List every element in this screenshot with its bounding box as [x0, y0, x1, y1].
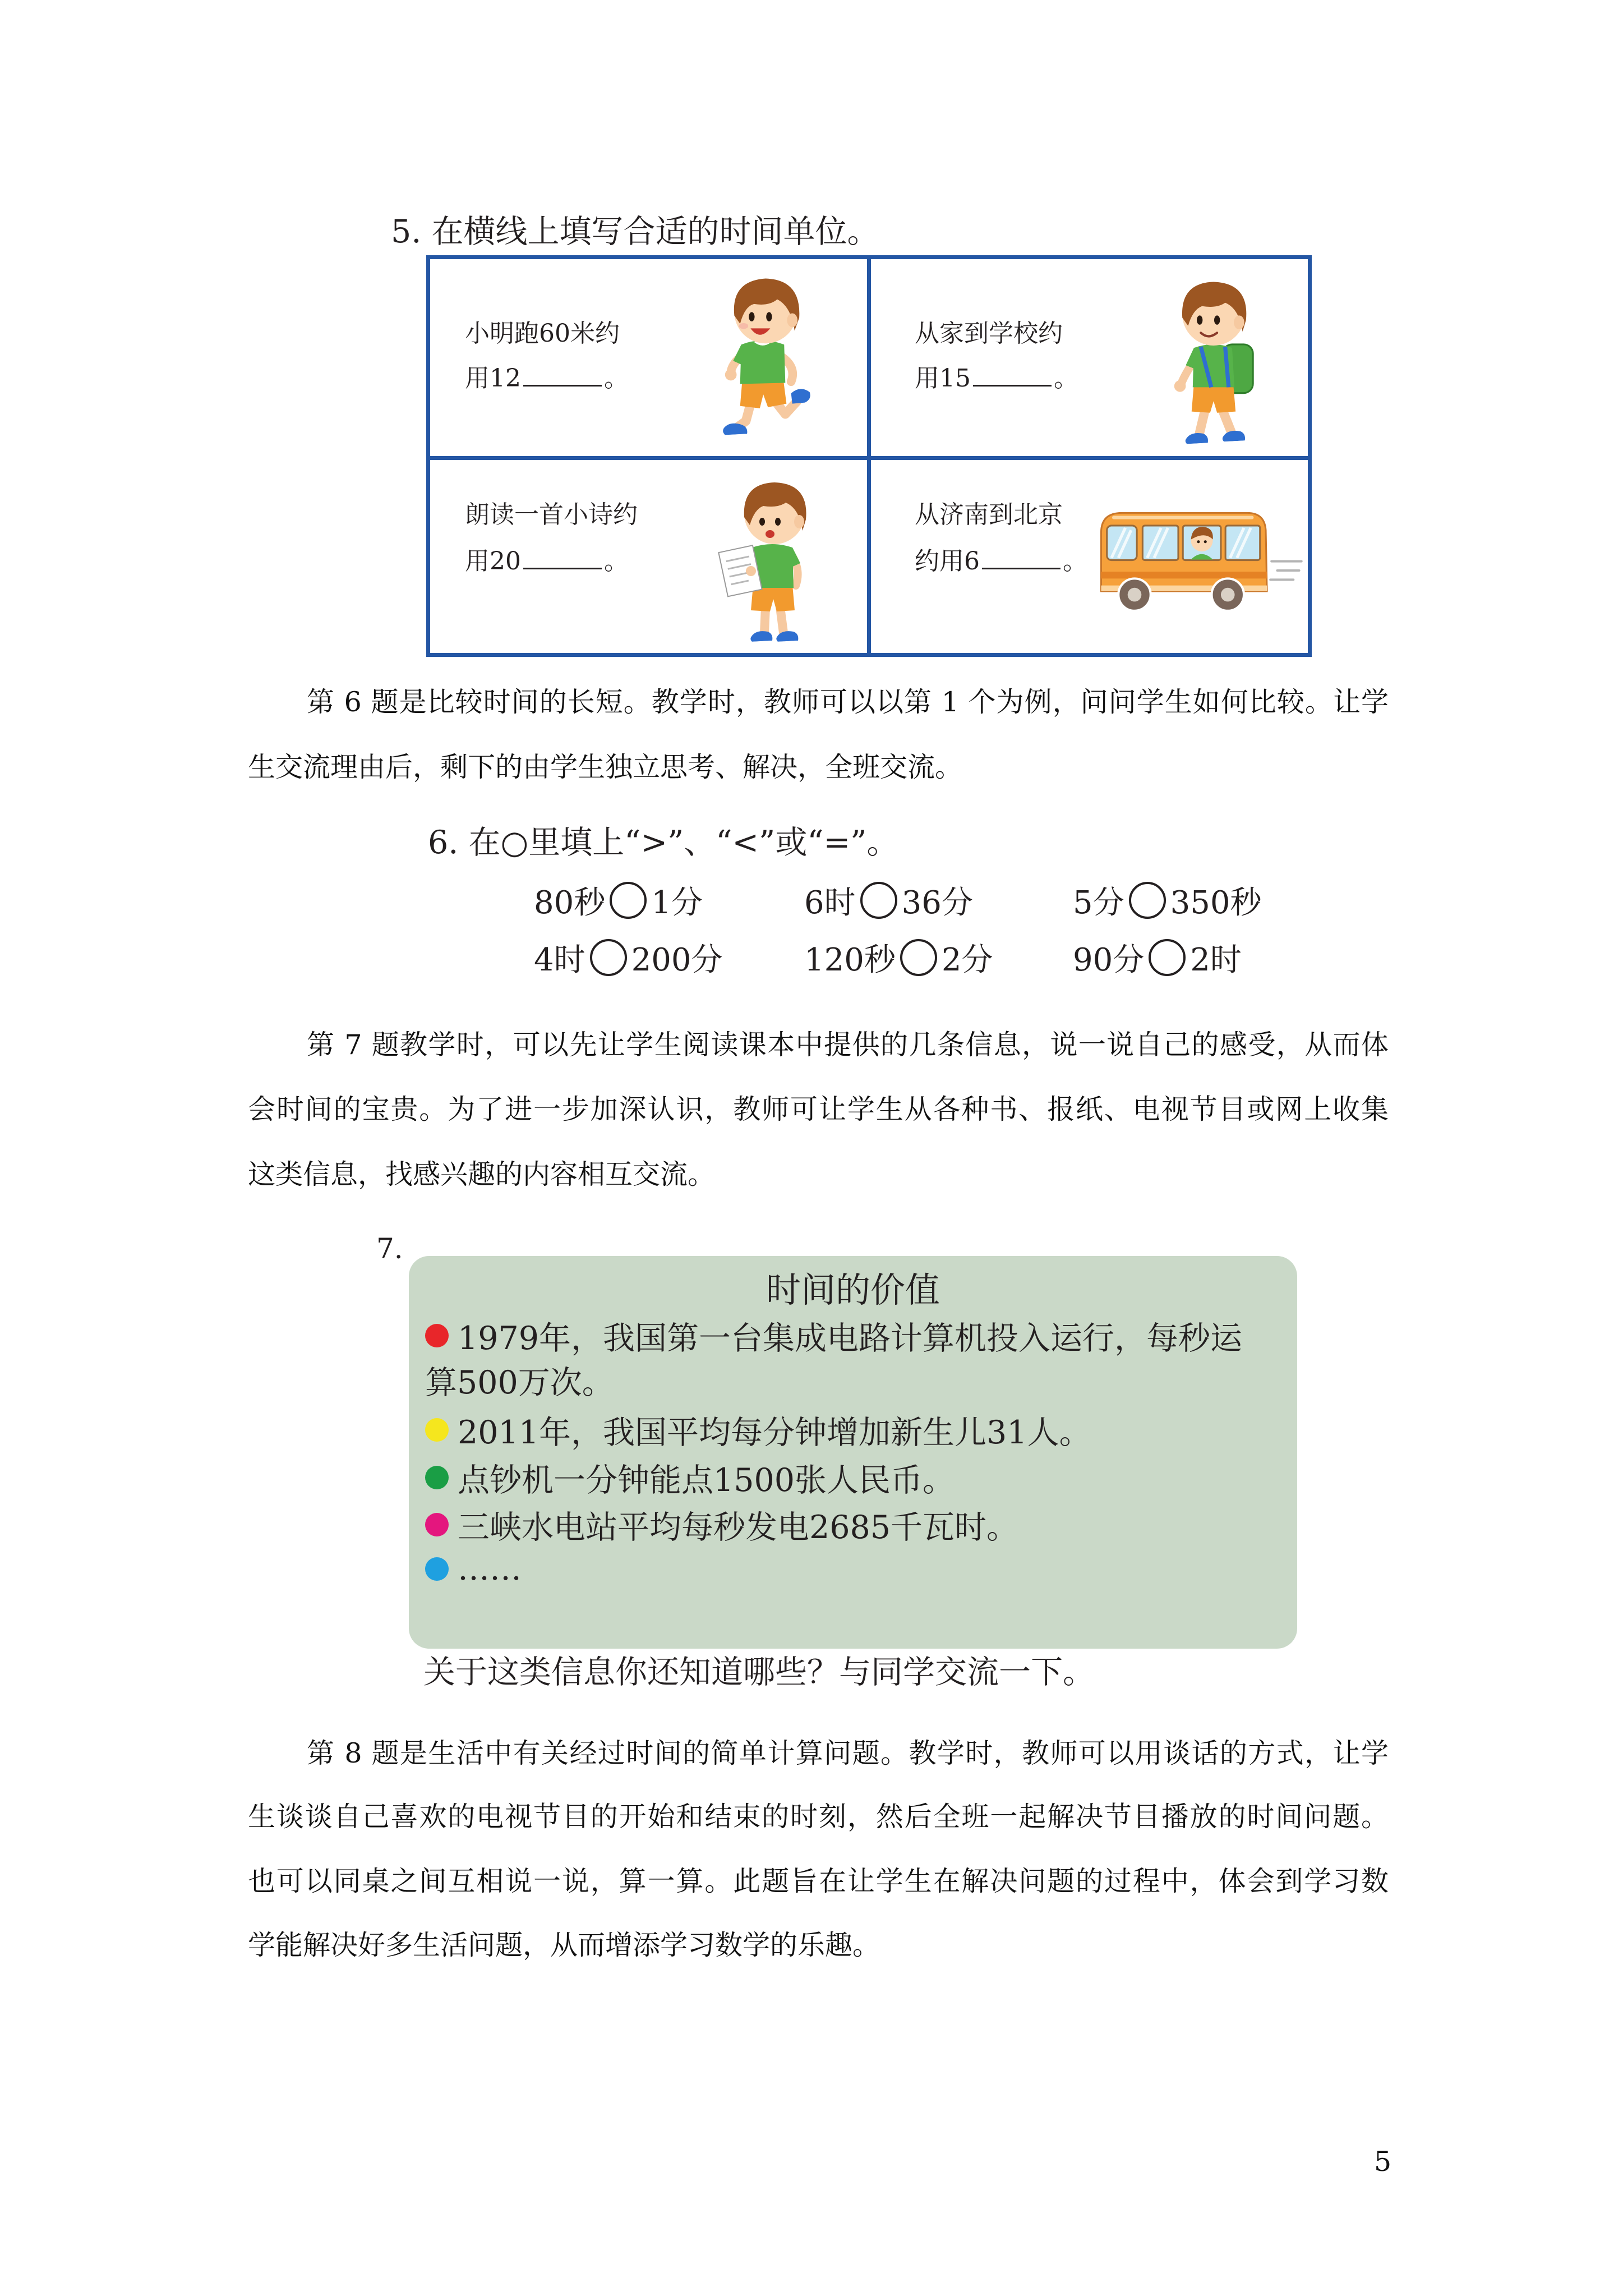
cell-3-answer-suffix: 。	[604, 547, 629, 576]
comparison-circle	[590, 939, 627, 976]
info-item-text: 2011年，我国平均每分钟增加新生儿31人。	[458, 1414, 1091, 1451]
time-value-info-box	[409, 1256, 1297, 1649]
cell-4-question: 从济南到北京	[915, 500, 1063, 529]
running-boy-illustration	[712, 270, 813, 444]
bus-wheel	[1118, 578, 1150, 610]
speed-lines	[1270, 562, 1301, 580]
comparison-left: 120秒	[804, 942, 896, 978]
exercise-7-number: 7.	[376, 1232, 403, 1265]
comparison-item	[1073, 880, 1262, 921]
exercise-7-prompt: 关于这类信息你还知道哪些？与同学交流一下。	[423, 1654, 1095, 1691]
note-8-line: 生谈谈自己喜欢的电视节目的开始和结束的时刻，然后全班一起解决节目播放的时间问题。	[248, 1801, 1389, 1833]
cell-2-answer-prefix: 用15	[915, 364, 971, 393]
cell-1-answer-prefix: 用12	[465, 364, 521, 393]
info-item	[425, 1551, 522, 1587]
yellow-bullet-icon	[425, 1418, 449, 1442]
answer-blank	[973, 362, 1052, 386]
comparison-right: 200分	[631, 942, 723, 978]
comparison-right: 36分	[901, 885, 973, 921]
note-8-line: 也可以同桌之间互相说一说，算一算。此题旨在让学生在解决问题的过程中，体会到学习数	[248, 1865, 1389, 1897]
note-7-line: 会时间的宝贵。为了进一步加深认识，教师可让学生从各种书、报纸、电视节目或网上收集	[248, 1093, 1389, 1125]
walking-boy-with-backpack-illustration	[1164, 274, 1265, 453]
cell-1-answer-line	[465, 362, 629, 394]
cell-4-answer-prefix: 约用6	[915, 547, 980, 576]
cell-1-question: 小明跑60米约	[465, 319, 620, 348]
info-item-text: 点钞机一分钟能点1500张人民币。	[458, 1462, 955, 1499]
cell-4-answer-line	[915, 545, 1087, 577]
bus-illustration	[1096, 505, 1304, 614]
comparison-left: 6时	[804, 885, 856, 921]
info-item-text: ……	[458, 1550, 522, 1588]
info-item	[425, 1460, 955, 1499]
green-bullet-icon	[425, 1466, 449, 1489]
comparison-right: 2分	[941, 942, 993, 978]
note-8-line: 学能解决好多生活问题，从而增添学习数学的乐趣。	[248, 1929, 880, 1961]
cell-3-answer-prefix: 用20	[465, 547, 521, 576]
table-horizontal-divider	[426, 456, 1312, 460]
comparison-circle	[1149, 939, 1186, 976]
cell-1-answer-suffix: 。	[604, 364, 629, 393]
comparison-circle	[610, 882, 647, 919]
note-7-line: 这类信息，找感兴趣的内容相互交流。	[248, 1158, 716, 1190]
cell-2-answer-line	[915, 362, 1078, 394]
red-bullet-icon	[425, 1324, 449, 1347]
comparison-item	[534, 880, 703, 921]
magenta-bullet-icon	[425, 1513, 449, 1536]
note-6-line: 第 6 题是比较时间的长短。教学时，教师可以以第 1 个为例，问问学生如何比较。让学	[307, 686, 1389, 718]
cell-3-question: 朗读一首小诗约	[465, 500, 638, 529]
note-7-line: 第 7 题教学时，可以先让学生阅读课本中提供的几条信息，说一说自己的感受，从而体	[307, 1029, 1389, 1061]
comparison-item	[1073, 937, 1242, 978]
boy-reading-poem-illustration	[713, 475, 820, 654]
info-item-text: 三峡水电站平均每秒发电2685千瓦时。	[458, 1509, 1019, 1546]
comparison-left: 5分	[1073, 885, 1124, 921]
comparison-item	[804, 880, 973, 921]
blue-bullet-icon	[425, 1557, 449, 1581]
info-item	[425, 1507, 1019, 1546]
comparison-left: 4时	[534, 942, 585, 978]
info-item-text: 1979年，我国第一台集成电路计算机投入运行，每秒运	[458, 1320, 1243, 1357]
answer-blank	[982, 545, 1061, 569]
page-number: 5	[1374, 2146, 1392, 2178]
cell-3-answer-line	[465, 545, 629, 577]
info-item	[425, 1318, 1243, 1357]
comparison-circle	[900, 939, 937, 976]
bus-wheel	[1212, 578, 1244, 610]
comparison-item	[534, 937, 723, 978]
comparison-item	[804, 937, 993, 978]
cell-4-answer-suffix: 。	[1063, 547, 1087, 576]
cell-2-answer-suffix: 。	[1054, 364, 1078, 393]
note-8-line: 第 8 题是生活中有关经过时间的简单计算问题。教学时，教师可以用谈话的方式，让学	[307, 1737, 1389, 1769]
exercise-6-heading: 6. 在○里填上“>”、“<”或“=”。	[428, 824, 899, 861]
exercise-5-heading: 5. 在横线上填写合适的时间单位。	[391, 213, 879, 250]
comparison-circle	[1129, 882, 1166, 919]
comparison-left: 90分	[1073, 942, 1145, 978]
info-item	[425, 1412, 1091, 1451]
comparison-circle	[860, 882, 897, 919]
info-box-title: 时间的价值	[766, 1269, 940, 1310]
comparison-right: 350秒	[1170, 885, 1262, 921]
cell-2-question: 从家到学校约	[915, 319, 1063, 348]
comparison-right: 1分	[651, 885, 703, 921]
info-item-continuation: 算500万次。	[425, 1364, 614, 1401]
comparison-left: 80秒	[534, 885, 606, 921]
comparison-right: 2时	[1190, 942, 1242, 978]
answer-blank	[523, 362, 602, 386]
note-6-line: 生交流理由后，剩下的由学生独立思考、解决，全班交流。	[248, 751, 963, 783]
answer-blank	[523, 545, 602, 569]
